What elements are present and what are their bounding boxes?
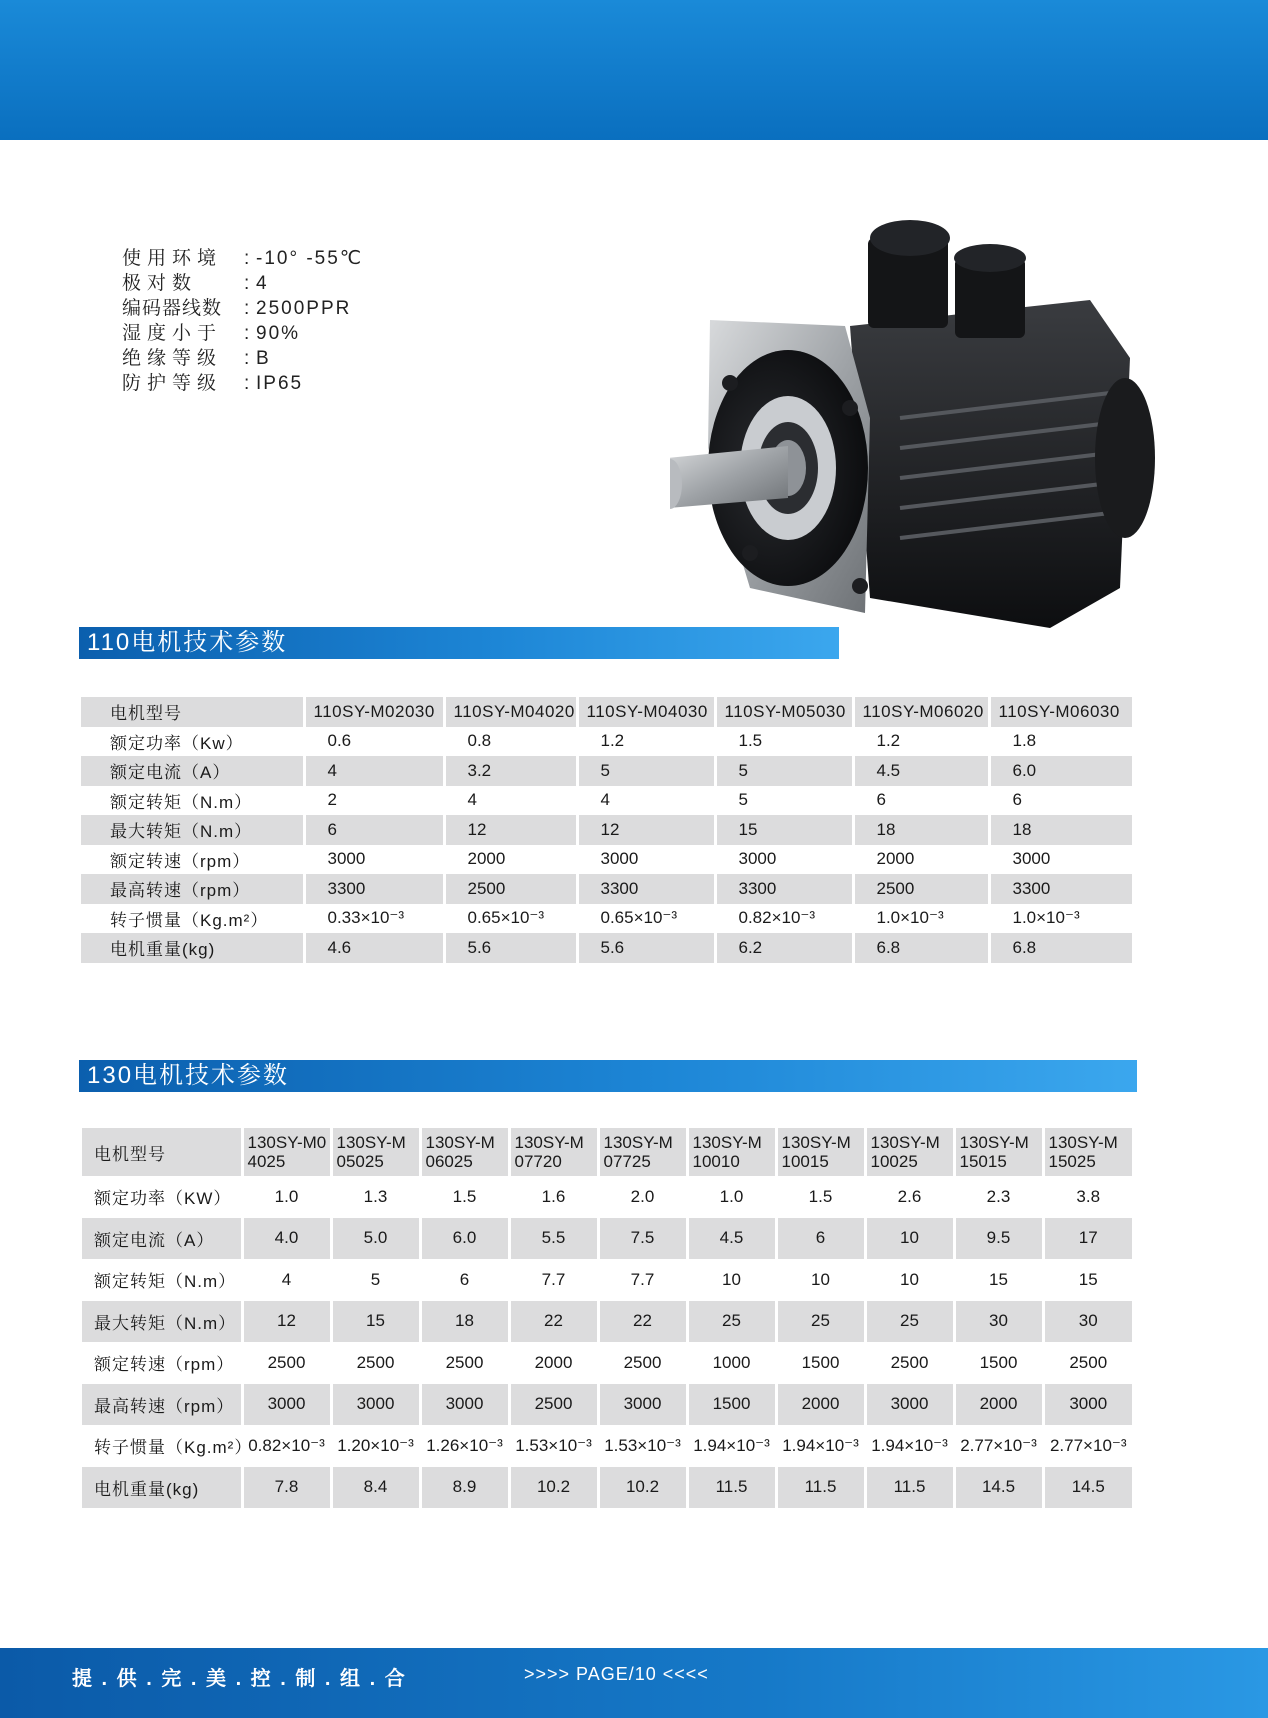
table-header-cell: 130SY-M 05025 (331, 1128, 420, 1176)
table-row: 额定转速（rpm） 2500 2500 2500 2000 2500 1000 1500 2500 1500 2500 (82, 1342, 1132, 1384)
table-header-cell: 110SY-M06030 (989, 697, 1132, 727)
table-row: 电机重量(kg) 7.8 8.4 8.9 10.2 10.2 11.5 11.5 11.5 14.5 14.5 (82, 1467, 1132, 1509)
page-number: >>>> PAGE/10 <<<< (524, 1664, 709, 1684)
table-row: 额定电流（A） 4 3.2 5 5 4.5 6.0 (81, 756, 1132, 786)
table-row: 额定转矩（N.m） 2 4 4 5 6 6 (81, 786, 1132, 816)
table-row: 额定电流（A） 4.0 5.0 6.0 5.5 7.5 4.5 6 10 9.5 17 (82, 1218, 1132, 1260)
spec-item: 绝缘等级 : B (122, 348, 271, 369)
spec-item: 湿度小于 : 90% (122, 323, 301, 344)
footer-slogan: 提 . 供 . 完 . 美 . 控 . 制 . 组 . 合 (72, 1668, 407, 1690)
table-header-cell: 110SY-M04020 (444, 697, 577, 727)
table-header-cell: 110SY-M02030 (304, 697, 444, 727)
table-header-cell: 130SY-M 15025 (1043, 1128, 1132, 1176)
table-header-cell: 130SY-M 10015 (776, 1128, 865, 1176)
table-header-cell: 110SY-M04030 (577, 697, 715, 727)
table-row: 最大转矩（N.m） 6 12 12 15 18 18 (81, 815, 1132, 845)
spec-item: 使用环境 : -10° -55℃ (122, 248, 364, 269)
table-header-cell: 电机型号 (82, 1128, 242, 1176)
table-row: 电机重量(kg) 4.6 5.6 5.6 6.2 6.8 6.8 (81, 933, 1132, 963)
table-header-cell: 130SY-M 07720 (509, 1128, 598, 1176)
section-title-130: 130电机技术参数 (79, 1060, 1137, 1092)
table-header-cell: 110SY-M06020 (853, 697, 989, 727)
table-header-cell: 130SY-M 07725 (598, 1128, 687, 1176)
table-row: 最高转速（rpm） 3300 2500 3300 3300 2500 3300 (81, 874, 1132, 904)
table-header-cell: 130SY-M 15015 (954, 1128, 1043, 1176)
table-row: 额定功率（KW） 1.0 1.3 1.5 1.6 2.0 1.0 1.5 2.6 2.3 3.8 (82, 1176, 1132, 1218)
table-header-cell: 130SY-M 10010 (687, 1128, 776, 1176)
table-header-cell: 110SY-M05030 (715, 697, 853, 727)
servo-motor-photo (670, 208, 1170, 688)
spec-list (122, 246, 363, 396)
table-header-cell: 130SY-M 10025 (865, 1128, 954, 1176)
table-header-row (82, 1128, 1132, 1176)
spec-item: 编码器线数 : 2500PPR (122, 298, 352, 319)
table-row: 转子惯量（Kg.m²） 0.82×10⁻³ 1.20×10⁻³ 1.26×10⁻³ 1.53×10⁻³ 1.53×10⁻³ 1.94×10⁻³ 1.94×10⁻³ 1.94×10⁻³ 2.77×10⁻³ 2.77×10⁻³ (82, 1425, 1132, 1467)
table-row: 额定转速（rpm） 3000 2000 3000 3000 2000 3000 (81, 845, 1132, 875)
table-row: 转子惯量（Kg.m²） 0.33×10⁻³ 0.65×10⁻³ 0.65×10⁻³ 0.82×10⁻³ 1.0×10⁻³ 1.0×10⁻³ (81, 904, 1132, 934)
spec-table-130 (82, 1128, 1132, 1508)
spec-table-110 (81, 697, 1132, 963)
spec-item: 极对数 : 4 (122, 273, 269, 294)
table-header-cell: 电机型号 (81, 697, 304, 727)
table-header-cell: 130SY-M 06025 (420, 1128, 509, 1176)
table-header-cell: 130SY-M0 4025 (242, 1128, 331, 1176)
header-band (0, 0, 1268, 140)
table-header-row (81, 697, 1132, 727)
table-row: 额定功率（Kw） 0.6 0.8 1.2 1.5 1.2 1.8 (81, 727, 1132, 757)
table-row: 最高转速（rpm） 3000 3000 3000 2500 3000 1500 2000 3000 2000 3000 (82, 1384, 1132, 1426)
spec-item: 防护等级 : IP65 (122, 373, 304, 394)
table-row: 最大转矩（N.m） 12 15 18 22 22 25 25 25 30 30 (82, 1301, 1132, 1343)
table-row: 额定转矩（N.m） 4 5 6 7.7 7.7 10 10 10 15 15 (82, 1259, 1132, 1301)
section-title-110: 110电机技术参数 (79, 627, 839, 659)
